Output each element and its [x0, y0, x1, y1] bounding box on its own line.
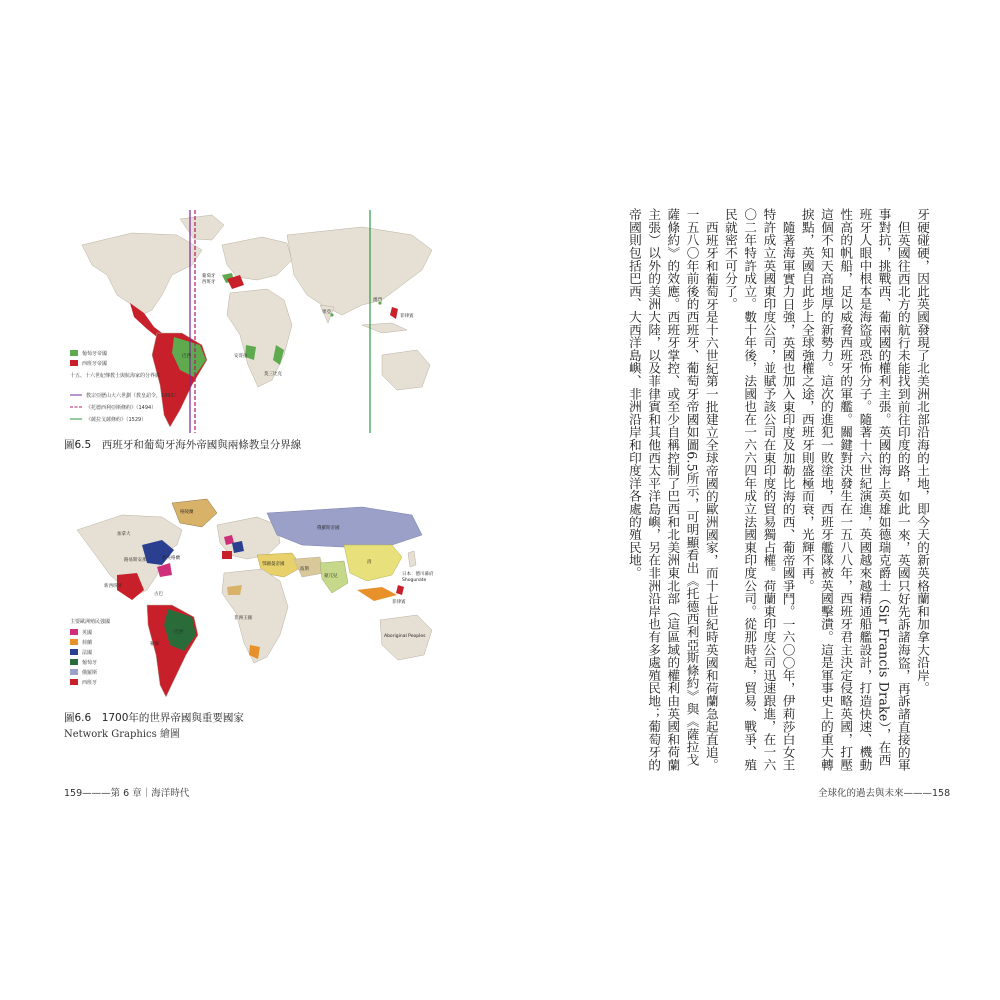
legend-line1: 教宗亞歷山大六世劃（教皇詔令，1493） — [86, 393, 179, 399]
svg-text:Shogunate: Shogunate — [402, 578, 427, 583]
label-russian-empire: 俄羅斯帝國 — [317, 526, 340, 531]
figure-credit: Network Graphics 繪圖 — [64, 729, 180, 740]
label-new-spain: 新西班牙 — [104, 584, 122, 589]
map-figure-6-5 — [62, 205, 442, 435]
label-cuba: 古巴 — [154, 592, 163, 597]
label-peru: 秘魯 — [150, 642, 159, 647]
map-figure-6-6 — [62, 495, 442, 705]
label-angola: 安哥拉 — [234, 354, 248, 359]
label-african-kingdoms: 非洲王國 — [234, 616, 252, 621]
svg-text:法國: 法國 — [82, 650, 93, 656]
folio-left: 159———第 6 章｜海洋時代 — [64, 788, 190, 799]
legend-line3: 《薩拉戈薩條約》（1529） — [86, 417, 147, 423]
paragraph-2: 但英國往西北方的航行未能找到前往印度的路，如此一來，英國只好先訴諸海盜，再訴諸直接的軍事對抗，挑戰西、葡兩國的權利主張。英國的海上英雄如德瑞克爵士（Sir Francis Drake），在西班牙人眼中根本是海盜或恐怖分子。隨著十六世紀演進，英國越來越精通船艦設計，打造快速、機動性高的帆船，足以威脅西班牙的軍艦。關鍵對決發生在一五八八年，西班牙君主決定侵略英國，打壓這個不知天高地厚的新勢力。這次的進犯一敗塗地，西班牙艦隊被英國擊潰。這是軍事史上的重大轉捩點，英國自此步上全球強權之途，西班牙則盛極而衰，光輝不再。 — [799, 208, 911, 772]
body-text — [587, 208, 932, 773]
label-japan: 日本：德川幕府 — [402, 572, 434, 577]
legend-note: 十五、十六世紀傳教士與航海家的分界線 — [70, 373, 161, 379]
label-mughal: 蒙兀兒 — [324, 574, 338, 579]
label-new-england: 新英格蘭 — [162, 556, 180, 561]
paragraph-1: 牙硬碰硬，因此英國發現了北美洲北部沿海的土地，即今天的新英格蘭和加拿大沿岸。 — [915, 208, 930, 695]
folio-right: 全球化的過去與未來———158 — [818, 788, 951, 799]
svg-text:葡萄牙: 葡萄牙 — [82, 660, 98, 666]
label-macau: 澳門 — [373, 298, 382, 303]
legend-title: 主要歐洲殖民強國 — [70, 619, 111, 625]
legend-portugal: 葡萄牙帝國 — [82, 351, 108, 357]
svg-text:俄羅斯: 俄羅斯 — [82, 670, 98, 676]
svg-text:英國: 英國 — [82, 630, 93, 636]
label-mozambique: 莫三比克 — [264, 372, 282, 377]
svg-text:西班牙: 西班牙 — [82, 680, 98, 686]
world-map-empires-1580 — [62, 205, 442, 435]
paragraph-4: 西班牙和葡萄牙是十六世紀第一批建立全球帝國的歐洲國家，而十七世紀時英國和荷蘭急起直追。一五八〇年前後的西班牙、葡萄牙帝國如圖6.5所示，可明顯看出《托德西利亞斯條約》與《薩拉戈薩條約》的效應。西班牙掌控、或至少自稱控制了巴西和北美洲東北部（這區域的權利由英國和荷蘭主張）以外的美洲大陸，以及菲律賓和其他西太平洋島嶼，另在非洲沿岸也有多處殖民地；葡萄牙的帝國則包括巴西、大西洋島嶼、非洲沿岸和印度洋各處的殖民地。 — [626, 208, 719, 772]
label-brazil: 巴西 — [182, 354, 191, 359]
legend-line2: 《托德西利亞斯條約》（1494） — [86, 405, 157, 411]
svg-text:西班牙: 西班牙 — [202, 280, 216, 285]
label-spain-pt: 葡萄牙 — [202, 274, 216, 279]
label-ottoman: 鄂圖曼帝國 — [262, 562, 285, 567]
figure-6-6-caption: 圖6.6 1700年的世界帝國與重要國家 — [64, 712, 244, 724]
label-persia: 波斯 — [300, 567, 309, 572]
label-philippines-2: 菲律賓 — [392, 600, 406, 605]
label-louisiana: 路易斯安那 — [124, 558, 147, 563]
legend-spain: 西班牙帝國 — [82, 361, 108, 367]
paragraph-3: 隨著海軍實力日強，英國也加入東印度及加勒比海的西、葡帝國爭鬥。一六〇〇年，伊莉莎白女王特許成立英國東印度公司，並賦予該公司在東印度的貿易獨占權。荷蘭東印度公司迅速跟進，在一六〇二年特許成立。數十年後，法國也在一六六四年成立法國東印度公司。從那時起，貿易、戰爭、殖民就密不可分了。 — [722, 208, 796, 772]
label-greenland: 格陵蘭 — [180, 510, 194, 515]
figure-6-5-caption: 圖6.5 西班牙和葡萄牙海外帝國與兩條教皇分界線 — [64, 439, 302, 451]
label-philippines: 菲律賓 — [400, 314, 414, 319]
label-qing: 清 — [367, 560, 372, 565]
label-goa: 果亞 — [322, 310, 331, 315]
label-brazil-2: 巴西 — [174, 630, 183, 635]
svg-text:荷蘭: 荷蘭 — [82, 640, 93, 646]
label-canada: 加拿大 — [117, 532, 131, 537]
label-aboriginal: Aboriginal Peoples — [384, 634, 426, 639]
world-map-1700 — [62, 495, 442, 705]
